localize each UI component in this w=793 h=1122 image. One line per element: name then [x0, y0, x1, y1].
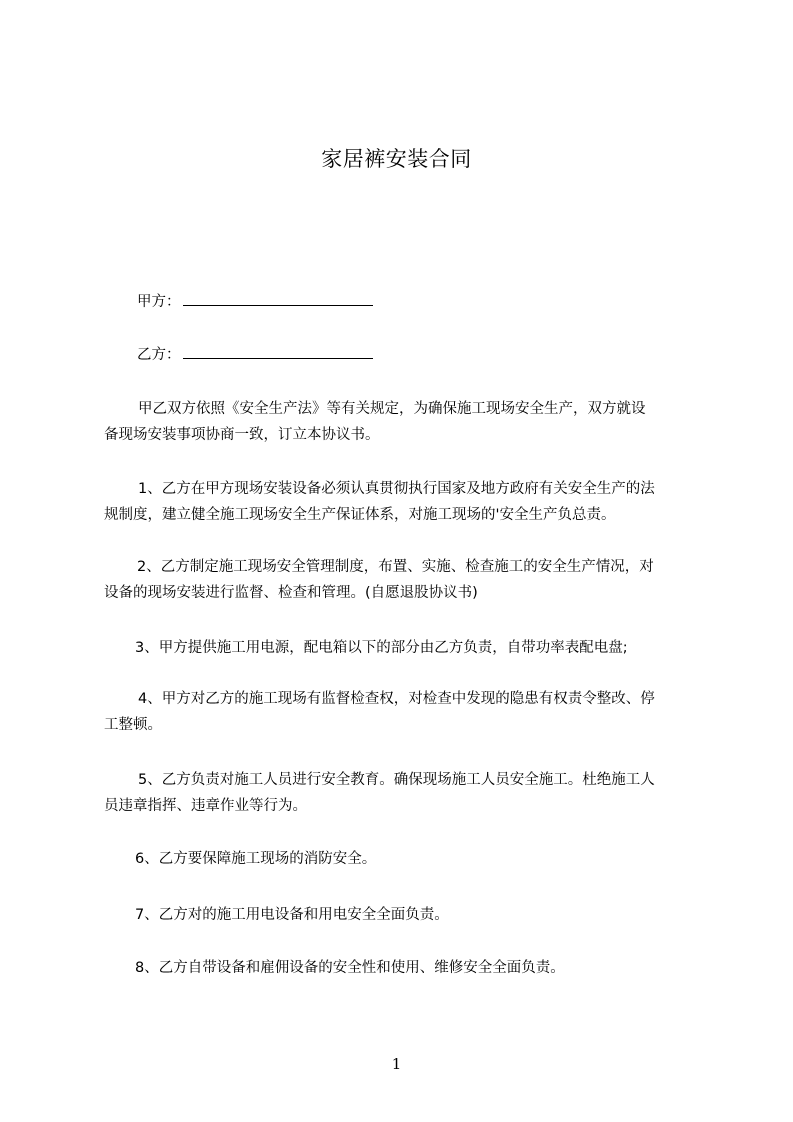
paragraph-clause-3: [104, 635, 712, 661]
paragraph-line: 规制度，建立健全施工现场安全生产保证体系，对施工现场的'安全生产负总责。: [104, 507, 616, 523]
paragraph-line: 备现场安装事项协商一致，订立本协议书。: [104, 427, 380, 443]
page-number: 1: [391, 1055, 402, 1073]
party-a-field: [137, 291, 373, 311]
paragraph-clause-2: [104, 554, 712, 606]
paragraph-line: 甲乙双方依照《安全生产法》等有关规定，为确保施工现场安全生产，双方就设: [138, 401, 646, 417]
paragraph-clause-5: [104, 767, 712, 819]
paragraph-line: 员违章指挥、违章作业等行为。: [104, 798, 307, 814]
paragraph-line: 6、乙方要保障施工现场的消防安全。: [135, 851, 377, 867]
paragraph-line: 工整顿。: [104, 717, 162, 733]
paragraph-clause-8: [104, 955, 712, 981]
paragraph-line: 3、甲方提供施工用电源，配电箱以下的部分由乙方负责，自带功率表配电盘;: [135, 640, 628, 656]
paragraph-line: 7、乙方对的施工用电设备和用电安全全面负责。: [135, 907, 449, 923]
paragraph-clause-7: [104, 902, 712, 928]
party-a-label: 甲方：: [137, 294, 181, 310]
paragraph-line: 1、乙方在甲方现场安装设备必须认真贯彻执行国家及地方政府有关安全生产的法: [138, 481, 655, 497]
party-a-blank-line: [183, 291, 373, 306]
paragraph-clause-6: [104, 846, 712, 872]
paragraph-clause-1: [104, 476, 712, 528]
party-b-blank-line: [183, 344, 373, 359]
paragraph-line: 8、乙方自带设备和雇佣设备的安全性和使用、维修安全全面负责。: [135, 960, 565, 976]
paragraph-line: 设备的现场安装进行监督、检查和管理。(自愿退股协议书): [104, 585, 478, 601]
party-b-label: 乙方：: [137, 347, 181, 363]
party-b-field: [137, 344, 373, 364]
document-title: 家居裤安装合同: [321, 147, 472, 171]
paragraph-clause-4: [104, 686, 712, 738]
paragraph-preamble: [104, 396, 712, 448]
paragraph-line: 5、乙方负责对施工人员进行安全教育。确保现场施工人员安全施工。杜绝施工人: [138, 772, 655, 788]
paragraph-line: 2、乙方制定施工现场安全管理制度，布置、实施、检查施工的安全生产情况，对: [137, 559, 654, 575]
paragraph-line: 4、甲方对乙方的施工现场有监督检查权，对检查中发现的隐患有权责令整改、停: [138, 691, 655, 707]
